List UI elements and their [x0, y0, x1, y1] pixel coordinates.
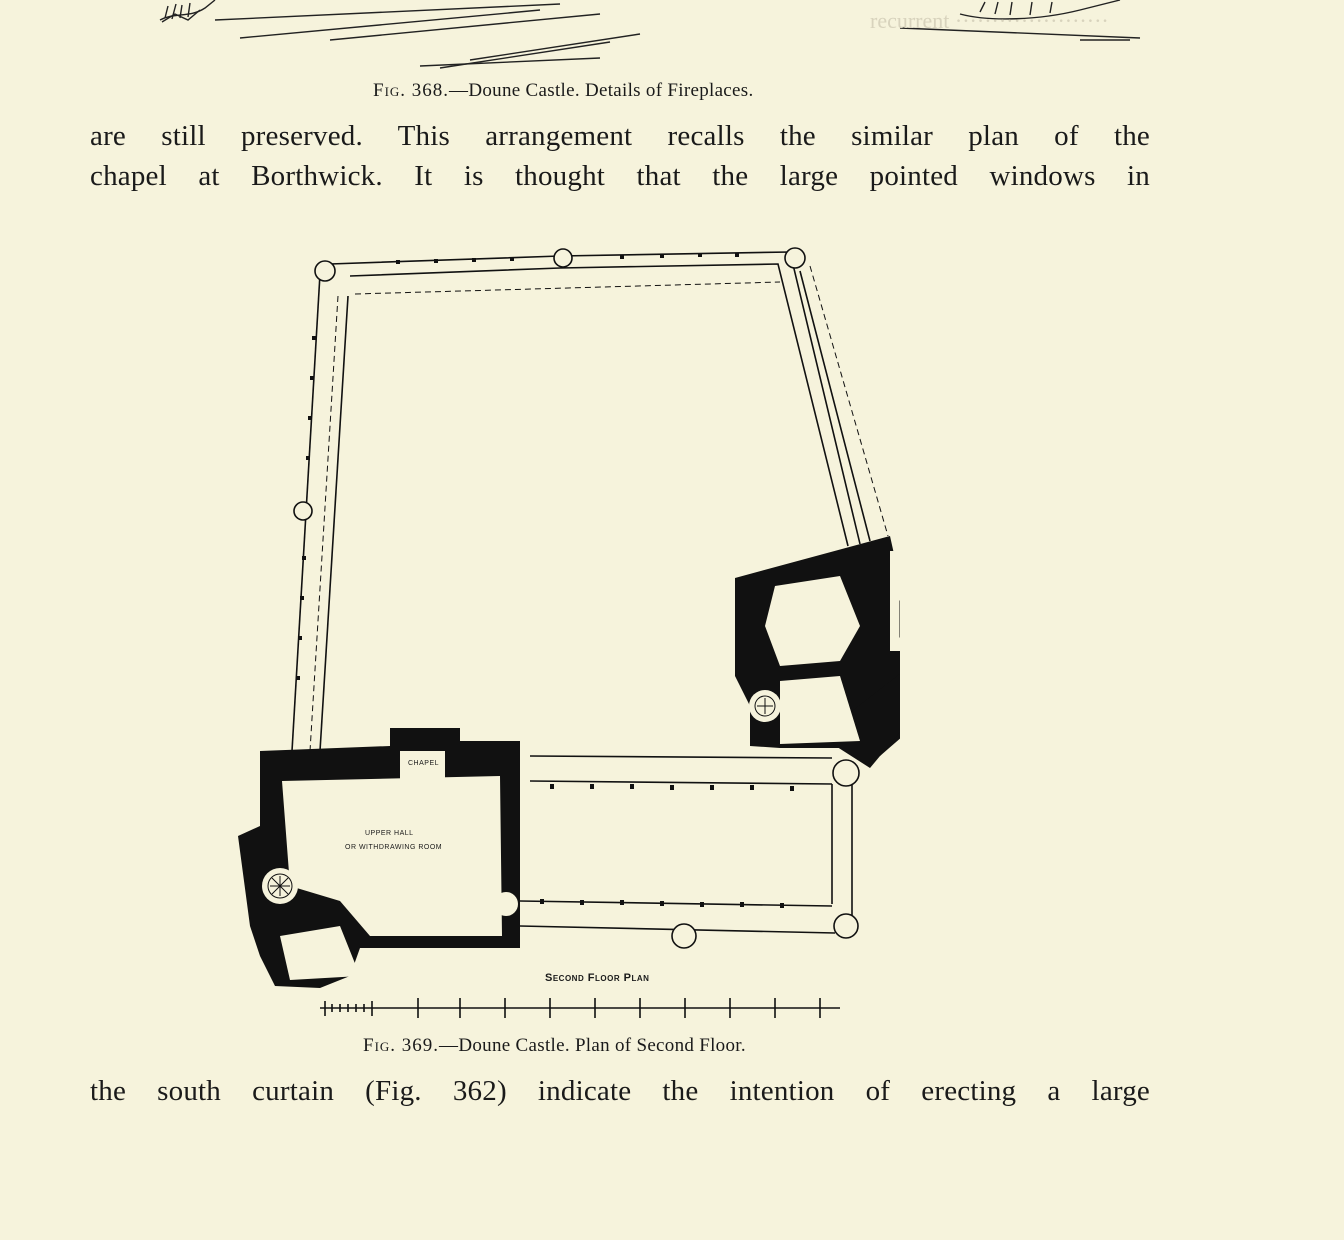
figure-368-caption	[373, 80, 754, 102]
body-line-3: the south curtain (Fig. 362) indicate the intention of erecting a large	[90, 1075, 1150, 1107]
chapel-label-upper: CHAPEL	[408, 760, 440, 767]
body-line-2: chapel at Borthwick. It is thought that the large pointed windows in	[90, 160, 1150, 192]
castle-floor-plan	[220, 236, 900, 1036]
figure-369-caption	[363, 1035, 746, 1057]
plan-title: Second Floor Plan	[545, 972, 650, 984]
floor-plan-drawing	[220, 236, 900, 1036]
withdrawing-room-label: OR WITHDRAWING ROOM	[345, 844, 443, 851]
figure-368-label: Fig. 368.	[373, 80, 450, 101]
figure-368-text: —Doune Castle. Details of Fireplaces.	[449, 80, 754, 101]
upper-hall-label: UPPER HALL	[365, 830, 414, 837]
figure-369-label: Fig. 369.	[363, 1035, 440, 1056]
bleed-through-text: recurrent ·····················	[870, 8, 1109, 33]
body-line-1: are still preserved. This arrangement recalls the similar plan of the	[90, 120, 1150, 152]
chapel-label-lower: CHAPEL	[416, 926, 448, 933]
figure-369-text: —Doune Castle. Plan of Second Floor.	[439, 1035, 746, 1056]
fireplace-sketch-fragment	[0, 0, 1344, 70]
